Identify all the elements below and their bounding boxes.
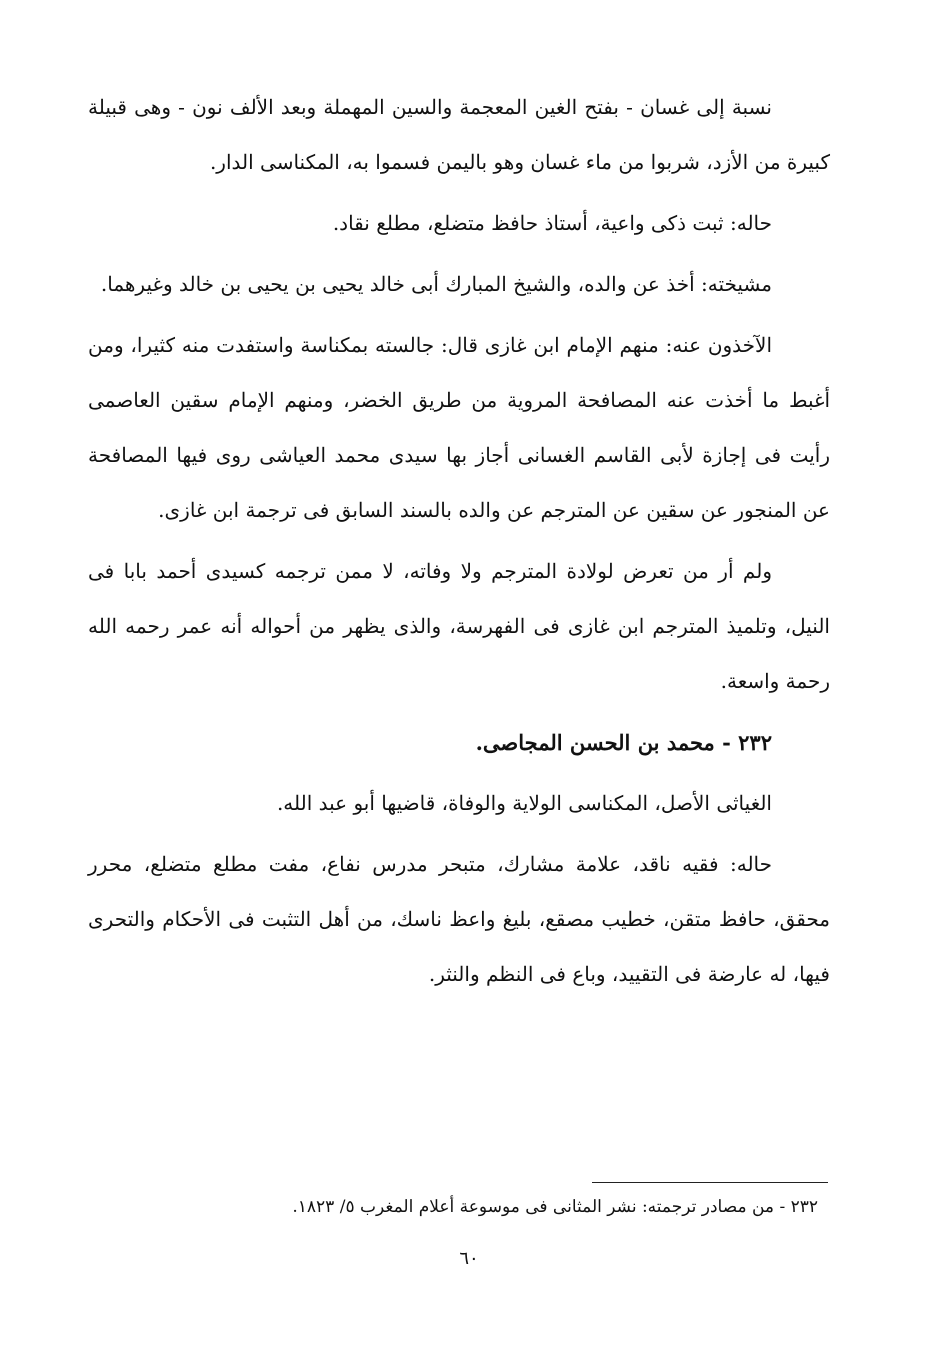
entry-paragraph-asl: الغياثى الأصل، المكناسى الولاية والوفاة، قاضيها أبو عبد الله. (276, 791, 772, 815)
paragraph-mashyakhatuhu: مشيخته: أخذ عن والده، والشيخ المبارك أبى خالد يحيى بن يحيى بن خالد وغيرهما. (100, 272, 772, 296)
paragraph-wafat: ولم أر من تعرض لولادة المترجم ولا وفاته، لا ممن ترجمه كسيدى أحمد بابا فى النيل، وتلميذ المترجم ابن غازى فى الفهرسة، والذى يظهر من أحواله أنه عمر رحمه الله رحمة واسعة. (88, 559, 830, 693)
footnote-divider (592, 1182, 828, 1183)
page-number: ٦٠ (459, 1248, 479, 1269)
page-body (88, 80, 830, 1008)
paragraph-akhidhun: الآخذون عنه: منهم الإمام ابن غازى قال: جالسته بمكناسة واستفدت منه كثيرا، ومن أغبط ما أخذت عنه المصافحة المروية من طريق الخضر، ومنهم الإمام سقين العاصمى رأيت فى إجازة لأبى القاسم الغسانى أجاز بها سيدى محمد العياشى روى فيها المصافحة عن المنجور عن سقين عن المترجم عن والده بالسند السابق فى ترجمة ابن غازى. (88, 333, 830, 522)
footnote: ٢٣٢ - من مصادر ترجمته: نشر المثانى فى موسوعة أعلام المغرب ٥/ ١٨٢٣. (292, 1197, 818, 1217)
paragraph-nisba: نسبة إلى غسان - بفتح الغين المعجمة والسين المهملة وبعد الألف نون - وهى قبيلة كبيرة من الأزد، شربوا من ماء غسان وهو باليمن فسموا به، المكناسى الدار. (88, 95, 830, 174)
entry-heading: ٢٣٢ - محمد بن الحسن المجاصى. (475, 730, 772, 755)
entry-paragraph-haluhu: حاله: فقيه ناقد، علامة مشارك، متبحر مدرس نفاع، مفت مطلع متضلع، محرر محقق، حافظ متقن، خطيب مصقع، بليغ واعظ ناسك، من أهل التثبت فى الأحكام والتحرى فيها، له عارضة فى التقييد، وباع فى النظم والنثر. (88, 852, 830, 986)
paragraph-haluhu: حاله: ثبت ذكى واعية، أستاذ حافظ متضلع، مطلع نقاد. (332, 211, 772, 235)
